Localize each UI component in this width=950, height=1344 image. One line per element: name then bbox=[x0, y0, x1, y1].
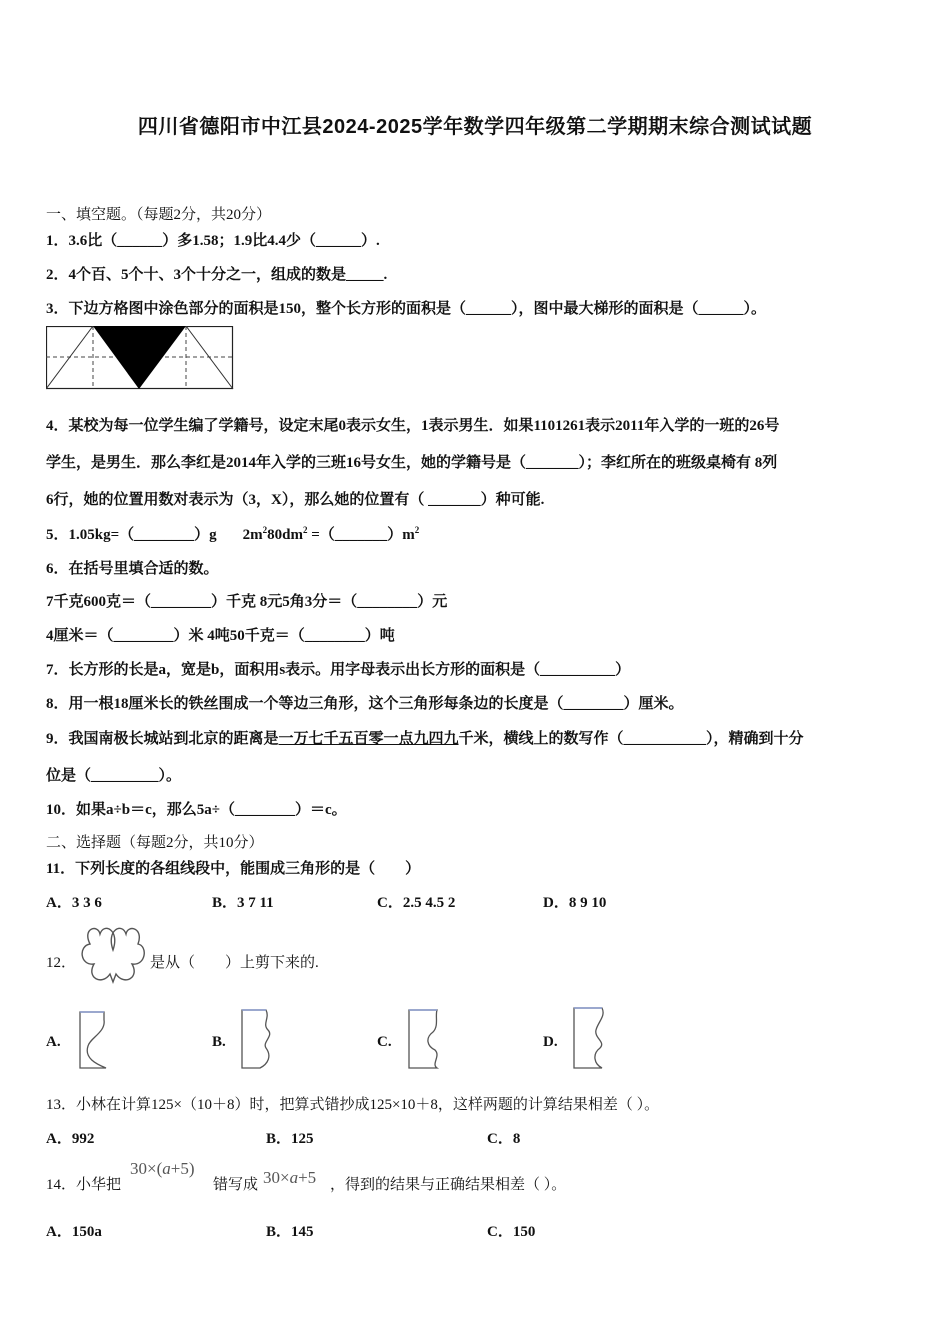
q11-option-c[interactable]: C．2.5 4.5 2 bbox=[377, 895, 456, 911]
q13-option-c[interactable]: C．8 bbox=[487, 1131, 521, 1147]
question-1: 1．3.6比（______）多1.58；1.9比4.4少（______）. bbox=[46, 233, 380, 249]
rectangle-grid-figure bbox=[46, 326, 234, 390]
question-14-prefix: 14．小华把 bbox=[46, 1177, 122, 1193]
question-14-mid: 错写成 bbox=[213, 1177, 259, 1193]
question-12-text: 是从（ ）上剪下来的. bbox=[150, 955, 319, 971]
question-9-line-2: 位是（_________）。 bbox=[46, 768, 182, 784]
q14-option-b[interactable]: B．145 bbox=[266, 1224, 314, 1240]
q12-option-c-label[interactable]: C. bbox=[377, 1034, 392, 1050]
question-5-part-b: $2m^280dm^2$ $=(\_\_\_\_\_\_\_)m^2$ bbox=[242, 525, 420, 543]
section-heading-fill: 一、填空题。（每题2分，共20分） bbox=[46, 207, 272, 223]
q12-option-c-shape-icon[interactable] bbox=[405, 1008, 445, 1070]
q14-option-a[interactable]: A．150a bbox=[46, 1224, 102, 1240]
question-2: 2．4个百、5个十、3个十分之一，组成的数是_____. bbox=[46, 267, 388, 283]
section-heading-choice: 二、选择题（每题2分，共10分） bbox=[46, 835, 264, 851]
q13-option-a[interactable]: A．992 bbox=[46, 1131, 95, 1147]
question-5-part-a: 5．1.05kg=（________）g bbox=[46, 527, 217, 543]
clover-shape-icon bbox=[78, 922, 148, 990]
question-9-line-1: 9．我国南极长城站到北京的距离是一万七千五百零一点九四九千米，横线上的数写作（___________），精确到十分 bbox=[46, 731, 804, 747]
question-6-line-1: 7千克600克＝（________）千克 8元5角3分＝（________）元 bbox=[46, 594, 448, 610]
q12-option-d-label[interactable]: D. bbox=[543, 1034, 558, 1050]
question-6-line-2: 4厘米＝（________）米 4吨50千克＝（________）吨 bbox=[46, 628, 395, 644]
q12-option-b-label[interactable]: B. bbox=[212, 1034, 226, 1050]
question-4-line-3: 6行，她的位置用数对表示为（3，X），那么她的位置有（ _______）种可能. bbox=[46, 492, 545, 508]
q14-wrong-expression: 30×a+5 bbox=[263, 1168, 317, 1187]
q14-option-c[interactable]: C．150 bbox=[487, 1224, 536, 1240]
question-4-line-1: 4．某校为每一位学生编了学籍号，设定末尾0表示女生，1表示男生．如果1101261表示2011年入学的一班的26号 bbox=[46, 418, 780, 434]
question-3: 3．下边方格图中涂色部分的面积是150，整个长方形的面积是（______），图中最大梯形的面积是（______）。 bbox=[46, 301, 767, 317]
question-12-number: 12． bbox=[46, 955, 77, 971]
q12-option-d-shape-icon[interactable] bbox=[570, 1006, 610, 1070]
q11-option-a[interactable]: A．3 3 6 bbox=[46, 895, 102, 911]
page-title: 四川省德阳市中江县2024-2025学年数学四年级第二学期期末综合测试试题 bbox=[137, 116, 813, 138]
question-14-suffix: ，得到的结果与正确结果相差（ ）。 bbox=[330, 1177, 567, 1193]
q12-option-a-shape-icon[interactable] bbox=[76, 1010, 110, 1070]
question-6: 6．在括号里填合适的数。 bbox=[46, 561, 219, 577]
question-7: 7．长方形的长是a，宽是b，面积用s表示。用字母表示出长方形的面积是（__________） bbox=[46, 662, 631, 678]
question-10: 10．如果a÷b＝c，那么5a÷（________）＝c。 bbox=[46, 802, 347, 818]
q11-option-d[interactable]: D．8 9 10 bbox=[543, 895, 607, 911]
q12-option-a-label[interactable]: A. bbox=[46, 1034, 61, 1050]
q11-option-b[interactable]: B．3 7 11 bbox=[212, 895, 274, 911]
question-4-line-2: 学生，是男生．那么李红是2014年入学的三班16号女生，她的学籍号是（_______）；李红所在的班级桌椅有 8列 bbox=[46, 455, 778, 471]
q12-option-b-shape-icon[interactable] bbox=[240, 1008, 276, 1070]
q14-correct-expression: 30×(a+5) bbox=[130, 1159, 195, 1178]
question-5 bbox=[46, 523, 419, 544]
question-8: 8．用一根18厘米长的铁丝围成一个等边三角形，这个三角形每条边的长度是（________）厘米。 bbox=[46, 696, 684, 712]
question-11: 11．下列长度的各组线段中，能围成三角形的是（ ） bbox=[46, 861, 421, 877]
underlined-number-words: 一万七千五百零一点九四九 bbox=[278, 731, 459, 747]
q13-option-b[interactable]: B．125 bbox=[266, 1131, 314, 1147]
question-13: 13．小林在计算125×（10＋8）时，把算式错抄成125×10＋8，这样两题的计算结果相差（ ）。 bbox=[46, 1097, 660, 1113]
